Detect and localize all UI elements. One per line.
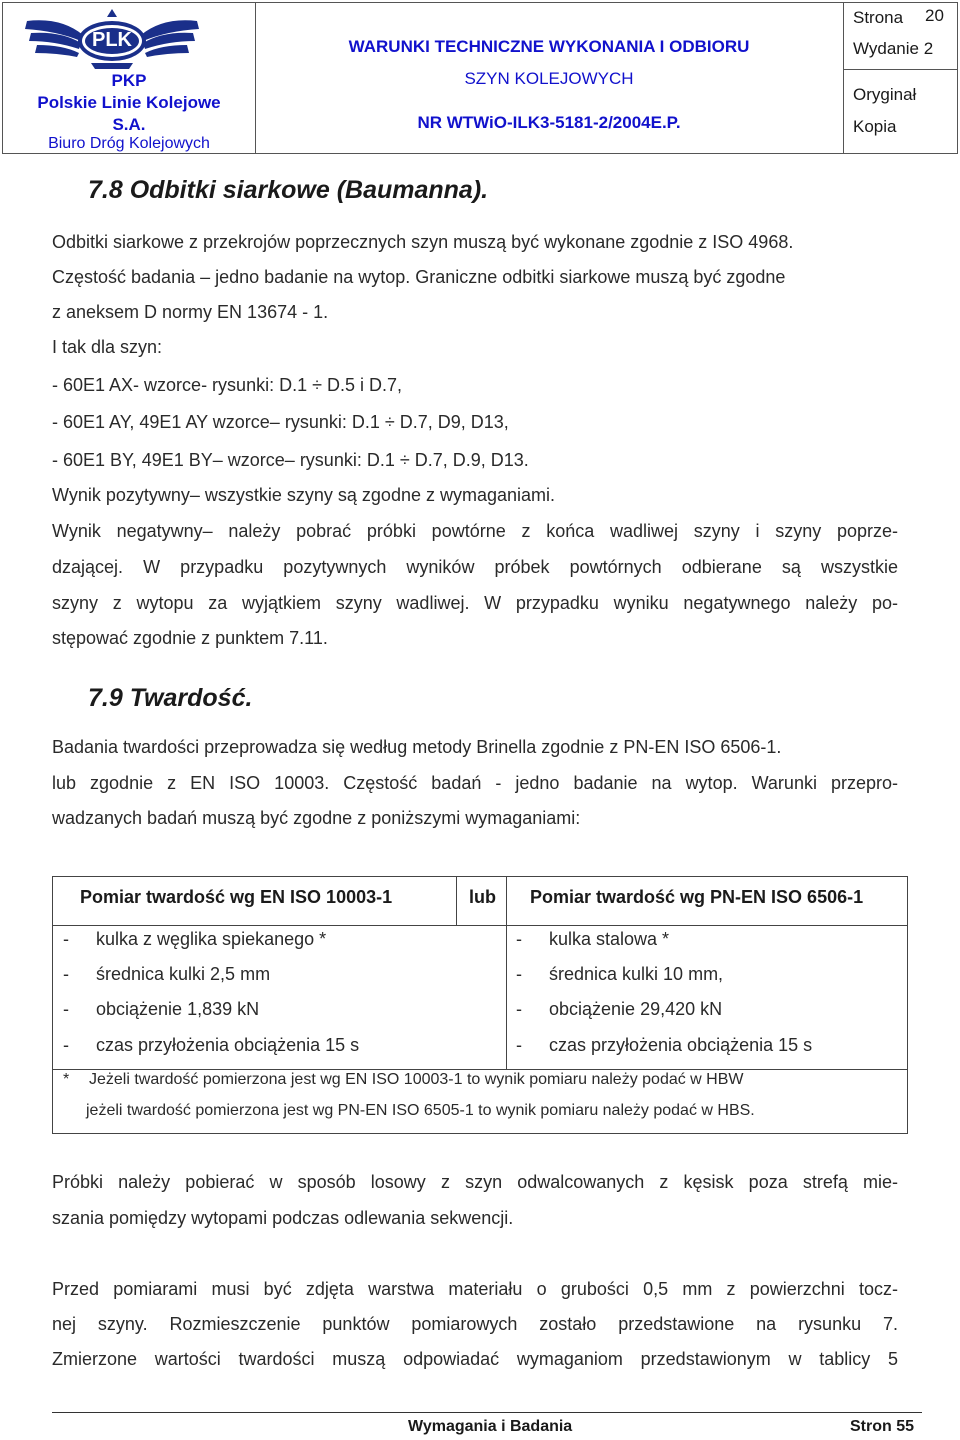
section-heading-7-9: 7.9 Twardość. bbox=[88, 684, 253, 712]
section-78-line-3: z aneksem D normy EN 13674 - 1. bbox=[52, 302, 329, 322]
plk-logo-text: PLK bbox=[92, 29, 132, 51]
original-label: Oryginał bbox=[853, 85, 917, 104]
measure-line-3: Zmierzone wartości twardości muszą odpowiadać wymaganiom przedstawionym w tablicy 5 bbox=[52, 1349, 898, 1369]
left-item: czas przyłożenia obciążenia 15 s bbox=[96, 1035, 360, 1055]
right-item: kulka stalowa * bbox=[549, 929, 670, 949]
table-note-divider bbox=[53, 1069, 907, 1070]
section-78-line-2: Częstość badania – jedno badanie na wytop. Graniczne odbitki siarkowe muszą być zgodne bbox=[52, 267, 786, 287]
rail-list-item-2: - 60E1 AY, 49E1 AY wzorce– rysunki: D.1 ÷ D.7, D9, D13, bbox=[52, 412, 509, 432]
header-divider bbox=[843, 69, 957, 70]
section-79-line-1: Badania twardości przeprowadza się według metody Brinella zgodnie z PN-EN ISO 6506-1. bbox=[52, 737, 782, 757]
measure-line-2: nej szyny. Rozmieszczenie punktów pomiarowych zostało przedstawione na rysunku 7. bbox=[52, 1314, 898, 1334]
right-item: czas przyłożenia obciążenia 15 s bbox=[549, 1035, 813, 1055]
hardness-table bbox=[52, 876, 908, 1134]
document-title: WARUNKI TECHNICZNE WYKONANIA I ODBIORU bbox=[348, 37, 750, 56]
left-item: obciążenie 1,839 kN bbox=[96, 999, 260, 1019]
right-bullet: - bbox=[516, 964, 522, 984]
right-item: średnica kulki 10 mm, bbox=[549, 964, 724, 984]
right-bullet: - bbox=[516, 999, 522, 1019]
section-79-line-3: wadzanych badań muszą być zgodne z poniższymi wymaganiami: bbox=[52, 808, 581, 828]
page-number: 20 bbox=[925, 6, 944, 25]
result-negative-line-3: szyny z wytopu za wyjątkiem szyny wadliwej. W przypadku wyniku negatywnego należy po- bbox=[52, 593, 898, 613]
note-line-1: Jeżeli twardość pomierzona jest wg EN ISO 10003-1 to wynik pomiaru należy podać w HBW bbox=[89, 1071, 744, 1088]
footer-rule bbox=[52, 1412, 922, 1413]
section-79-line-2: lub zgodnie z EN ISO 10003. Częstość badań - jedno badanie na wytop. Warunki przepro- bbox=[52, 773, 898, 793]
note-line-2: jeżeli twardość pomierzona jest wg PN-EN ISO 6505-1 to wynik pomiaru należy podać w HBS. bbox=[86, 1102, 755, 1119]
note-star: * bbox=[63, 1071, 70, 1088]
rail-list-item-1: - 60E1 AX- wzorce- rysunki: D.1 ÷ D.5 i D.7, bbox=[52, 375, 402, 395]
measure-line-1: Przed pomiarami musi być zdjęta warstwa materiału o grubości 0,5 mm z powierzchni tocz- bbox=[52, 1279, 898, 1299]
right-item: obciążenie 29,420 kN bbox=[549, 999, 723, 1019]
left-bullet: - bbox=[63, 1035, 69, 1055]
rail-list-item-3: - 60E1 BY, 49E1 BY– wzorce– rysunki: D.1 ÷ D.7, D.9, D13. bbox=[52, 450, 529, 470]
left-item: kulka z węglika spiekanego * bbox=[96, 929, 327, 949]
section-78-line-1: Odbitki siarkowe z przekrojów poprzecznych szyn muszą być wykonane zgodnie z ISO 4968. bbox=[52, 232, 794, 252]
result-negative-line-4: stępować zgodnie z punktem 7.11. bbox=[52, 628, 328, 648]
org-department: Biuro Dróg Kolejowych bbox=[48, 135, 210, 152]
footer-title: Wymagania i Badania bbox=[408, 1418, 573, 1435]
left-bullet: - bbox=[63, 999, 69, 1019]
table-header-divider bbox=[53, 925, 907, 926]
table-header-left: Pomiar twardość wg EN ISO 10003-1 bbox=[80, 887, 393, 907]
header-title-cell bbox=[255, 3, 844, 153]
result-negative-line-1: Wynik negatywny– należy pobrać próbki powtórne z końca wadliwej szyny i szyny poprze- bbox=[52, 521, 898, 541]
document-number: NR WTWiO-ILK3-5181-2/2004E.P. bbox=[417, 113, 681, 132]
edition: Wydanie 2 bbox=[853, 39, 934, 58]
right-bullet: - bbox=[516, 929, 522, 949]
footer-page-count: Stron 55 bbox=[850, 1418, 915, 1435]
org-legal-form: S.A. bbox=[112, 115, 146, 134]
section-78-line-4: I tak dla szyn: bbox=[52, 337, 163, 357]
org-name-short: PKP bbox=[111, 71, 147, 90]
result-negative-line-2: dzającej. W przypadku pozytywnych wyników próbek powtórnych odbierane są wszystkie bbox=[52, 557, 898, 577]
copy-label: Kopia bbox=[853, 117, 897, 136]
page-label: Strona bbox=[853, 8, 904, 27]
org-name-full: Polskie Linie Kolejowe bbox=[37, 93, 221, 112]
table-vline-2 bbox=[506, 877, 507, 1069]
right-bullet: - bbox=[516, 1035, 522, 1055]
left-item: średnica kulki 2,5 mm bbox=[96, 964, 271, 984]
table-header-mid: lub bbox=[469, 887, 496, 907]
page-header bbox=[2, 2, 958, 154]
left-bullet: - bbox=[63, 964, 69, 984]
result-positive: Wynik pozytywny– wszystkie szyny są zgodne z wymaganiami. bbox=[52, 485, 556, 505]
left-bullet: - bbox=[63, 929, 69, 949]
section-heading-7-8: 7.8 Odbitki siarkowe (Baumanna). bbox=[88, 176, 489, 204]
samples-line-2: szania pomiędzy wytopami podczas odlewania sekwencji. bbox=[52, 1208, 514, 1228]
table-vline-1 bbox=[456, 877, 457, 925]
header-org-cell bbox=[3, 3, 256, 153]
header-page-cell bbox=[843, 3, 957, 153]
samples-line-1: Próbki należy pobierać w sposób losowy z szyn odwalcowanych z kęsisk poza strefą mie- bbox=[52, 1172, 898, 1192]
table-header-right: Pomiar twardość wg PN-EN ISO 6506-1 bbox=[530, 887, 864, 907]
document-subtitle: SZYN KOLEJOWYCH bbox=[464, 69, 634, 88]
